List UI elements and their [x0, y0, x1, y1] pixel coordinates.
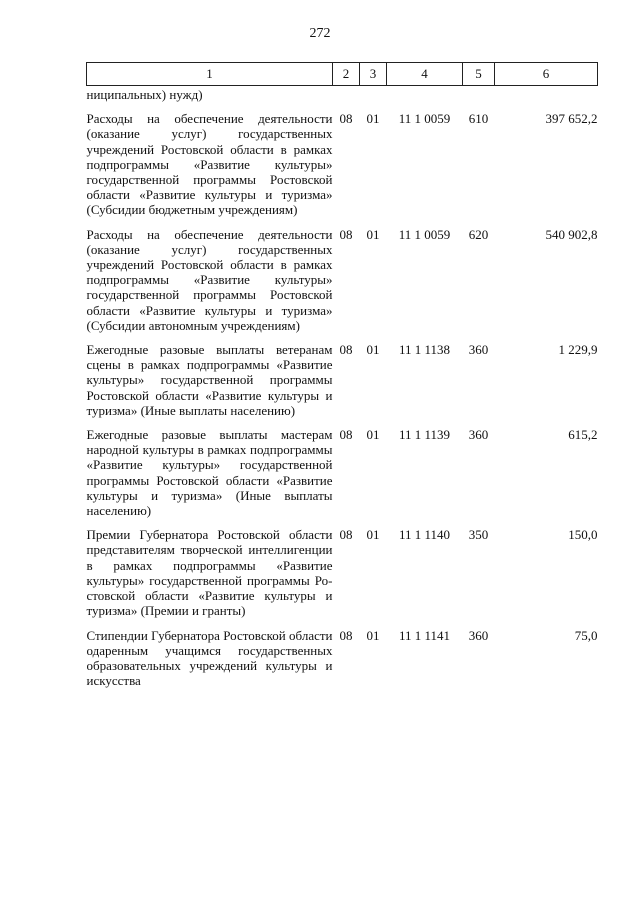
row-expense-type: 350	[468, 527, 489, 543]
column-header-3: 3	[360, 63, 387, 86]
row-target-article: 11 1 0059	[398, 226, 451, 242]
column-header-6: 6	[495, 63, 598, 86]
row-expense-type: 360	[468, 627, 489, 643]
column-header-5: 5	[463, 63, 495, 86]
row-expense-type: 620	[468, 226, 489, 242]
row-subsection: 01	[366, 527, 380, 543]
table-row	[87, 105, 598, 220]
continuation-text: ниципальных) нужд)	[86, 87, 203, 102]
table-row	[87, 421, 598, 521]
row-amount: 615,2	[568, 427, 598, 443]
row-amount: 150,0	[568, 527, 598, 543]
row-subsection: 01	[366, 226, 380, 242]
row-description: Расходы на обеспечение деятельности (оказание услуг) государственных учреждений Ростовской области в рамках подпрограммы «Развитие культуры» государственной программы Ростовской области «Развитие культуры и туризма» (Субсидии бюджетным учреждениям)	[86, 111, 333, 218]
row-target-article: 11 1 1138	[398, 342, 451, 358]
column-header-2: 2	[333, 63, 360, 86]
table-row	[87, 221, 598, 336]
row-target-article: 11 1 0059	[398, 111, 451, 127]
row-subsection: 01	[366, 427, 380, 443]
row-section: 08	[339, 111, 353, 127]
row-expense-type: 360	[468, 342, 489, 358]
row-amount: 1 229,9	[558, 342, 598, 358]
row-target-article: 11 1 1139	[398, 427, 451, 443]
row-section: 08	[339, 226, 353, 242]
row-description: Стипендии Губернатора Ростовской области одаренным учащимся государственных образовательных учреждений культуры и искусства	[86, 627, 333, 689]
table-row	[87, 336, 598, 421]
continuation-row	[87, 86, 598, 106]
row-section: 08	[339, 342, 353, 358]
table-row	[87, 622, 598, 692]
row-expense-type: 360	[468, 427, 489, 443]
row-subsection: 01	[366, 342, 380, 358]
table-header-row	[87, 63, 598, 86]
column-header-4: 4	[387, 63, 463, 86]
row-amount: 397 652,2	[545, 111, 598, 127]
row-amount: 75,0	[574, 627, 598, 643]
row-description: Ежегодные разовые выплаты мастерам народной культуры в рамках подпрограммы «Развитие культуры» государственной программы Ростовской области «Развитие культуры и туризма» (Иные выплаты населению)	[86, 427, 333, 519]
column-header-1: 1	[87, 63, 333, 86]
budget-table	[86, 62, 598, 691]
row-section: 08	[339, 627, 353, 643]
row-subsection: 01	[366, 627, 380, 643]
page-number: 272	[309, 26, 331, 41]
row-target-article: 11 1 1141	[398, 627, 451, 643]
row-amount: 540 902,8	[545, 226, 598, 242]
row-section: 08	[339, 527, 353, 543]
row-description: Ежегодные разовые выплаты ветеранам сцены в рамках подпрограммы «Развитие культуры» государственной программы Ростовской области «Развитие культуры и туризма» (Иные выплаты населению)	[86, 342, 333, 418]
row-section: 08	[339, 427, 353, 443]
table-row	[87, 521, 598, 621]
row-subsection: 01	[366, 111, 380, 127]
row-target-article: 11 1 1140	[398, 527, 451, 543]
row-expense-type: 610	[468, 111, 489, 127]
row-description: Премии Губернатора Ростовской области представителям творческой интеллигенции в рамках подпрограммы «Развитие культуры» государственной программы Ростовской области «Развитие культуры и туризма» (Премии и гранты)	[86, 527, 333, 619]
row-description: Расходы на обеспечение деятельности (оказание услуг) государственных учреждений Ростовской области в рамках подпрограммы «Развитие культуры» государственной программы Ростовской области «Развитие культуры и туризма» (Субсидии автономным учреждениям)	[86, 226, 333, 333]
